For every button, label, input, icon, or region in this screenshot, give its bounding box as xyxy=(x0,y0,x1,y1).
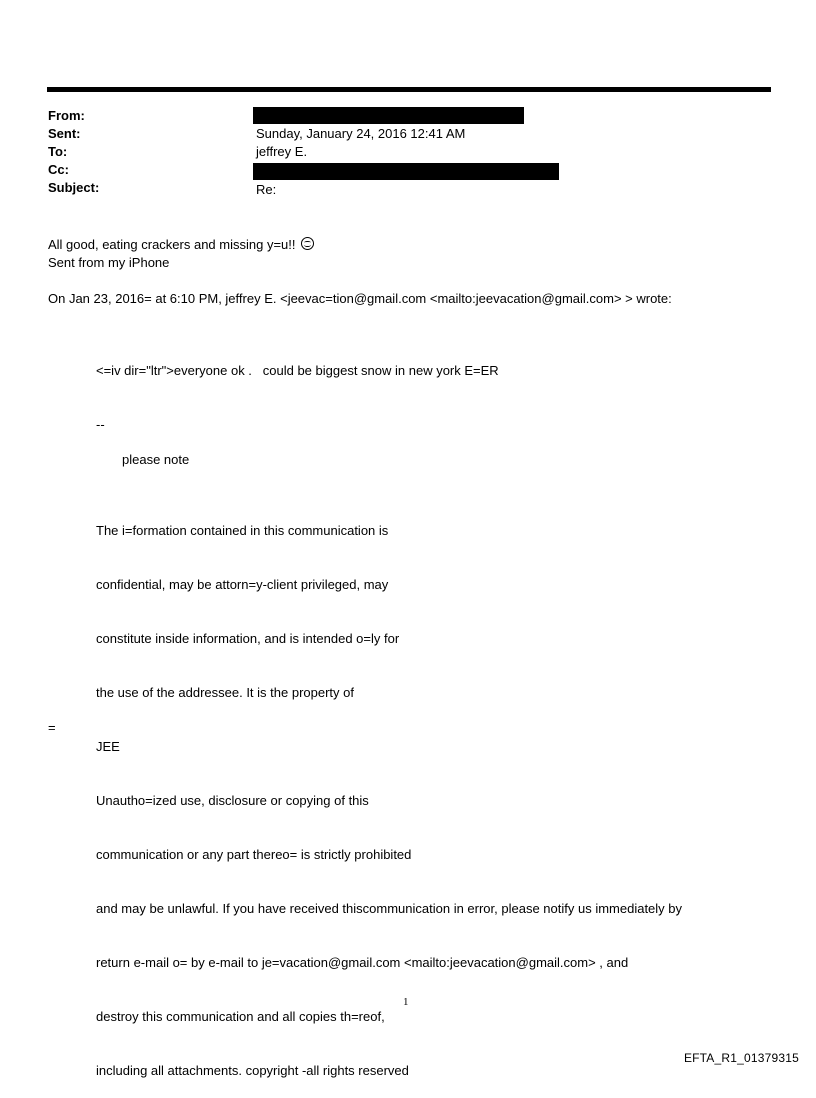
confidentiality-disclaimer xyxy=(96,486,682,1098)
sent-value: Sunday, January 24, 2016 12:41 AM xyxy=(256,126,466,141)
disclaimer-line: The i=formation contained in this communication is xyxy=(96,523,389,538)
cc-label: Cc: xyxy=(48,162,69,177)
subject-label: Subject: xyxy=(48,180,100,195)
cc-redaction xyxy=(253,163,559,180)
reply-line xyxy=(48,236,314,254)
disclaimer-line: constitute inside information, and is intended o=ly for xyxy=(96,631,400,646)
header-top-rule xyxy=(47,87,771,92)
disclaimer-line: Unautho=ized use, disclosure or copying of this xyxy=(96,793,369,808)
trailing-equals: = xyxy=(48,720,56,735)
quoted-line: <=iv dir="ltr">everyone ok . could be biggest snow in new york E=ER xyxy=(96,363,499,378)
page-number: 1 xyxy=(403,996,409,1008)
smiley-face-icon xyxy=(301,237,314,250)
to-value: jeffrey E. xyxy=(256,144,308,159)
disclaimer-line: communication or any part thereo= is strictly prohibited xyxy=(96,847,412,862)
to-label: To: xyxy=(48,144,68,159)
disclaimer-line: destroy this communication and all copies th=reof, xyxy=(96,1009,385,1024)
disclaimer-line: including all attachments. copyright -all rights reserved xyxy=(96,1063,409,1078)
from-redaction xyxy=(253,107,524,124)
disclaimer-line: return e-mail o= by e-mail to je=vacation@gmail.com <mailto:jeevacation@gmail.com> , and xyxy=(96,955,629,970)
disclaimer-line: and may be unlawful. If you have received thiscommunication in error, please notify us immediately by xyxy=(96,901,683,916)
disclaimer-line: JEE xyxy=(96,739,120,754)
reply-text: All good, eating crackers and missing y=u!! xyxy=(48,237,296,252)
subject-value: Re: xyxy=(256,182,277,197)
from-label: From: xyxy=(48,108,85,123)
disclaimer-line: confidential, may be attorn=y-client privileged, may xyxy=(96,577,389,592)
document-id: EFTA_R1_01379315 xyxy=(683,1051,799,1065)
please-note: please note xyxy=(122,452,190,467)
signature-line: Sent from my iPhone xyxy=(48,255,170,270)
disclaimer-line: the use of the addressee. It is the property of xyxy=(96,685,354,700)
signature-separator: -- xyxy=(96,417,105,432)
sent-label: Sent: xyxy=(48,126,81,141)
quote-intro: On Jan 23, 2016= at 6:10 PM, jeffrey E. <jeevac=tion@gmail.com <mailto:jeevacation@gmail.com> > wrote: xyxy=(48,291,672,306)
